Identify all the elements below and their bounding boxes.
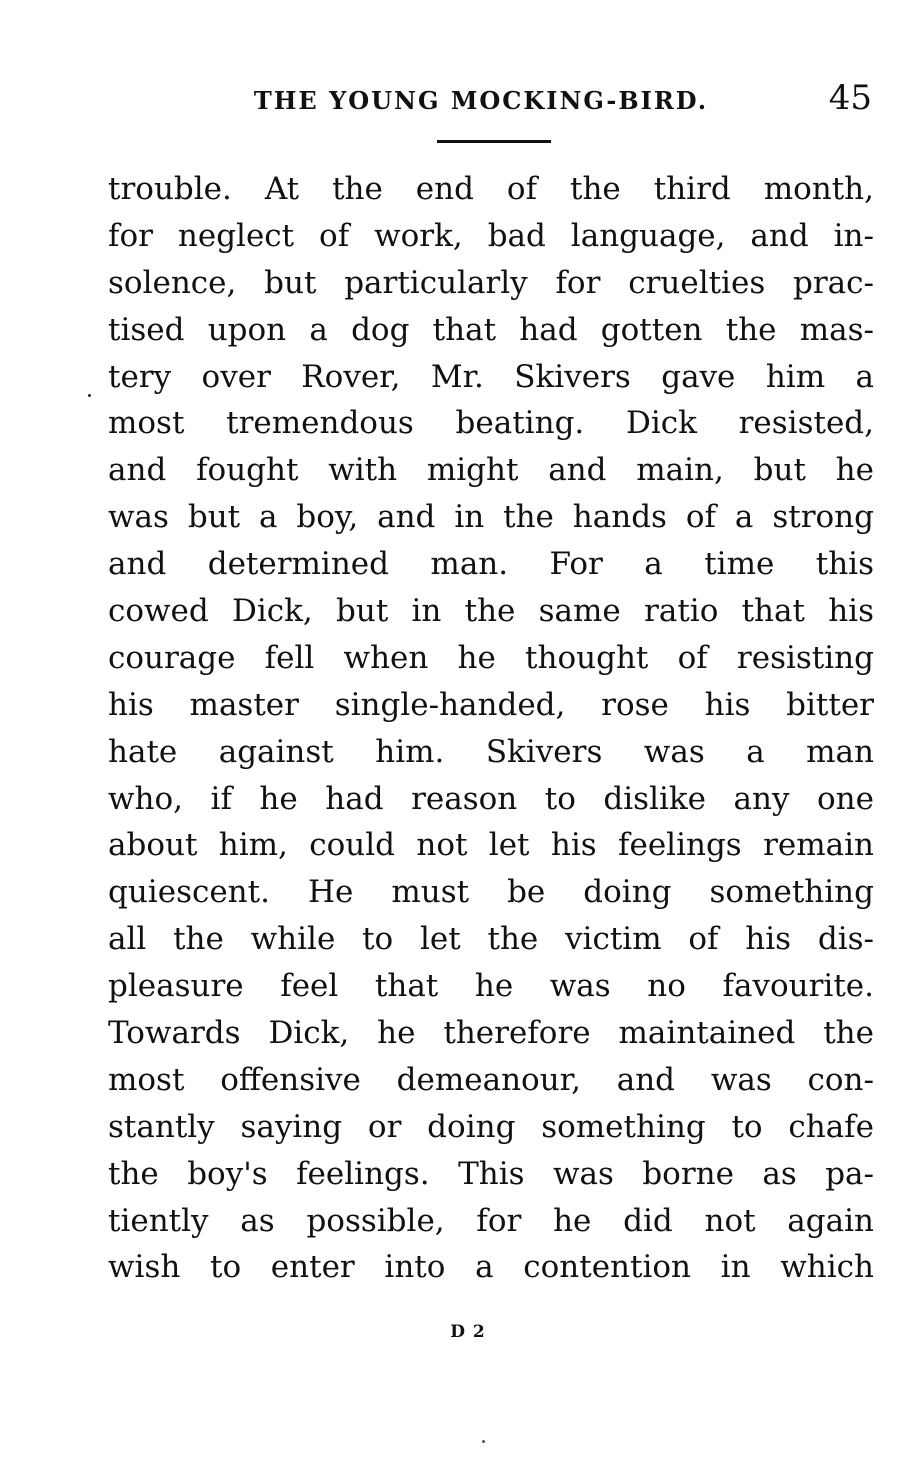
- text-line: tiently as possible, for he did not again: [108, 1202, 874, 1239]
- text-line: courage fell when he thought of resisting: [108, 639, 874, 676]
- header-rule: [437, 140, 551, 143]
- text-line: his master single-handed, rose his bitter: [108, 686, 874, 723]
- text-line: all the while to let the victim of his dis-: [108, 921, 874, 958]
- text-line: stantly saying or doing something to chafe: [108, 1108, 874, 1145]
- page-number: 45: [828, 78, 872, 118]
- margin-speck: [88, 394, 91, 397]
- text-line: wish to enter into a contention in which: [108, 1249, 874, 1286]
- text-line: solence, but particularly for cruelties prac-: [108, 264, 874, 301]
- text-line: tery over Rover, Mr. Skivers gave him a: [108, 358, 874, 395]
- signature-mark: D 2: [450, 1322, 486, 1342]
- text-line: cowed Dick, but in the same ratio that his: [108, 593, 874, 630]
- running-title: THE YOUNG MOCKING-BIRD.: [253, 86, 709, 115]
- text-line: and determined man. For a time this: [108, 546, 874, 583]
- text-line: for neglect of work, bad language, and in-: [108, 217, 874, 254]
- text-line: the boy's feelings. This was borne as pa-: [108, 1155, 874, 1192]
- text-line: pleasure feel that he was no favourite.: [108, 968, 874, 1005]
- text-line: and fought with might and main, but he: [108, 452, 874, 489]
- text-line: who, if he had reason to dislike any one: [108, 780, 874, 817]
- text-line: Towards Dick, he therefore maintained the: [108, 1015, 874, 1052]
- body-text: [108, 166, 874, 1291]
- text-line: quiescent. He must be doing something: [108, 874, 874, 911]
- text-line: tised upon a dog that had gotten the mas-: [108, 311, 874, 348]
- text-line: most offensive demeanour, and was con-: [108, 1061, 874, 1098]
- text-line: hate against him. Skivers was a man: [108, 733, 874, 770]
- text-line: most tremendous beating. Dick resisted,: [108, 405, 874, 442]
- bottom-speck: [482, 1440, 485, 1443]
- text-line: trouble. At the end of the third month,: [108, 171, 874, 207]
- text-line: was but a boy, and in the hands of a strong: [108, 499, 874, 536]
- text-line: about him, could not let his feelings remain: [108, 827, 874, 864]
